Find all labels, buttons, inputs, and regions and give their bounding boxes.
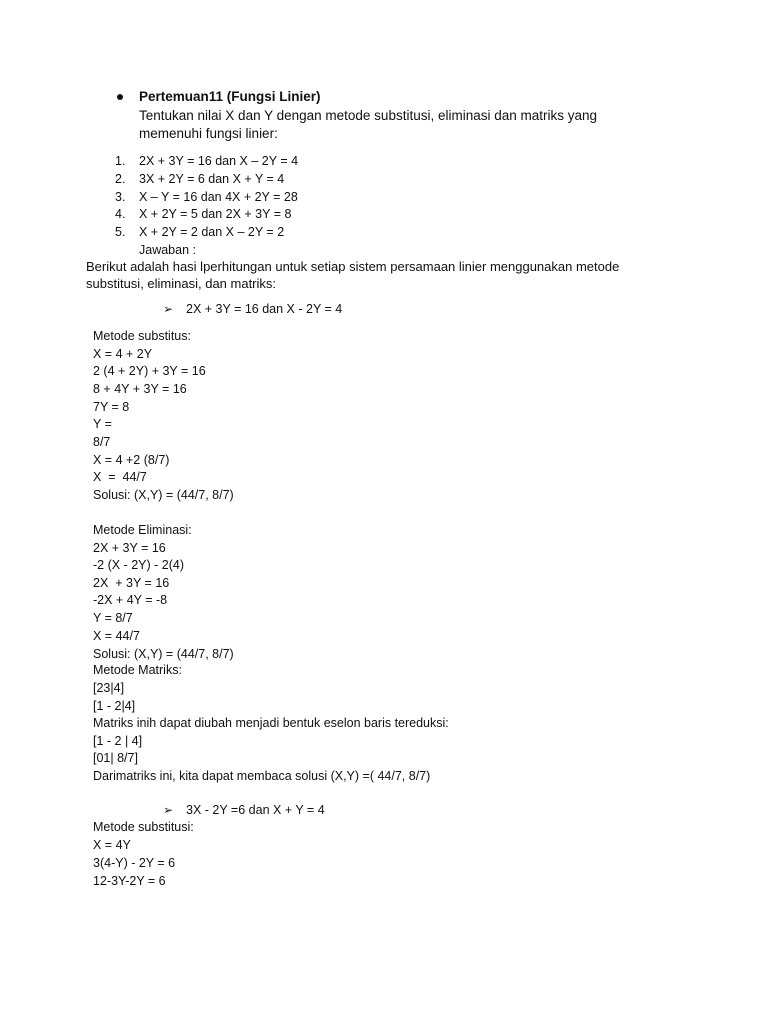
work-line: 7Y = 8 (93, 400, 130, 414)
work-line: -2X + 4Y = -8 (93, 593, 168, 607)
problem-text: X + 2Y = 5 dan 2X + 3Y = 8 (139, 207, 292, 221)
section1-heading: 2X + 3Y = 16 dan X - 2Y = 4 (186, 302, 343, 316)
work-line: 8 + 4Y + 3Y = 16 (93, 382, 187, 396)
work-line: Metode Eliminasi: (93, 523, 192, 537)
problem-number: 3. (115, 190, 126, 204)
answer-intro-line-1: Berikut adalah hasi lperhitungan untuk setiap sistem persamaan linier menggunakan metode (86, 259, 620, 274)
work-line: -2 (X - 2Y) - 2(4) (93, 558, 184, 572)
work-line: Metode substitusi: (93, 820, 194, 834)
work-line: Metode substitus: (93, 329, 191, 343)
section2-heading: 3X - 2Y =6 dan X + Y = 4 (186, 803, 325, 817)
work-line: X = 44/7 (93, 470, 147, 484)
work-line: X = 4Y (93, 838, 131, 852)
work-line: 2 (4 + 2Y) + 3Y = 16 (93, 364, 206, 378)
section-title: Pertemuan11 (Fungsi Linier) (139, 89, 321, 104)
work-line: 12-3Y-2Y = 6 (93, 874, 166, 888)
work-line: Y = 8/7 (93, 611, 133, 625)
work-line: Metode Matriks: (93, 663, 182, 677)
work-line: Darimatriks ini, kita dapat membaca solusi (X,Y) =( 44/7, 8/7) (93, 769, 431, 783)
answer-intro-line-2: substitusi, eliminasi, dan matriks: (86, 276, 277, 291)
answer-label: Jawaban : (139, 243, 196, 257)
work-line: [1 - 2 | 4] (93, 734, 143, 748)
work-line: [23|4] (93, 681, 125, 695)
work-line: X = 44/7 (93, 629, 140, 643)
problem-number: 2. (115, 172, 126, 186)
work-line: 3(4-Y) - 2Y = 6 (93, 856, 176, 870)
work-line: X = 4 + 2Y (93, 347, 153, 361)
problem-text: X – Y = 16 dan 4X + 2Y = 28 (139, 190, 298, 204)
bullet-icon (117, 94, 123, 100)
problem-text: X + 2Y = 2 dan X – 2Y = 2 (139, 225, 285, 239)
intro-line-1: Tentukan nilai X dan Y dengan metode substitusi, eliminasi dan matriks yang (139, 108, 598, 123)
work-line: X = 4 +2 (8/7) (93, 453, 170, 467)
work-line: Matriks inih dapat diubah menjadi bentuk eselon baris tereduksi: (93, 716, 449, 730)
problem-number: 4. (115, 207, 126, 221)
work-line: 8/7 (93, 435, 111, 449)
work-line: Solusi: (X,Y) = (44/7, 8/7) (93, 488, 234, 502)
work-line: Y = (93, 417, 112, 431)
problem-number: 1. (115, 154, 126, 168)
problem-text: 3X + 2Y = 6 dan X + Y = 4 (139, 172, 285, 186)
work-line: [1 - 2|4] (93, 699, 136, 713)
intro-line-2: memenuhi fungsi linier: (139, 126, 278, 141)
work-line: 2X + 3Y = 16 (93, 576, 170, 590)
arrow-bullet-icon: ➢ (163, 302, 174, 316)
problem-text: 2X + 3Y = 16 dan X – 2Y = 4 (139, 154, 299, 168)
problem-number: 5. (115, 225, 126, 239)
work-line: Solusi: (X,Y) = (44/7, 8/7) (93, 647, 234, 661)
work-line: [01| 8/7] (93, 751, 138, 765)
work-line: 2X + 3Y = 16 (93, 541, 166, 555)
arrow-bullet-icon: ➢ (163, 803, 174, 817)
